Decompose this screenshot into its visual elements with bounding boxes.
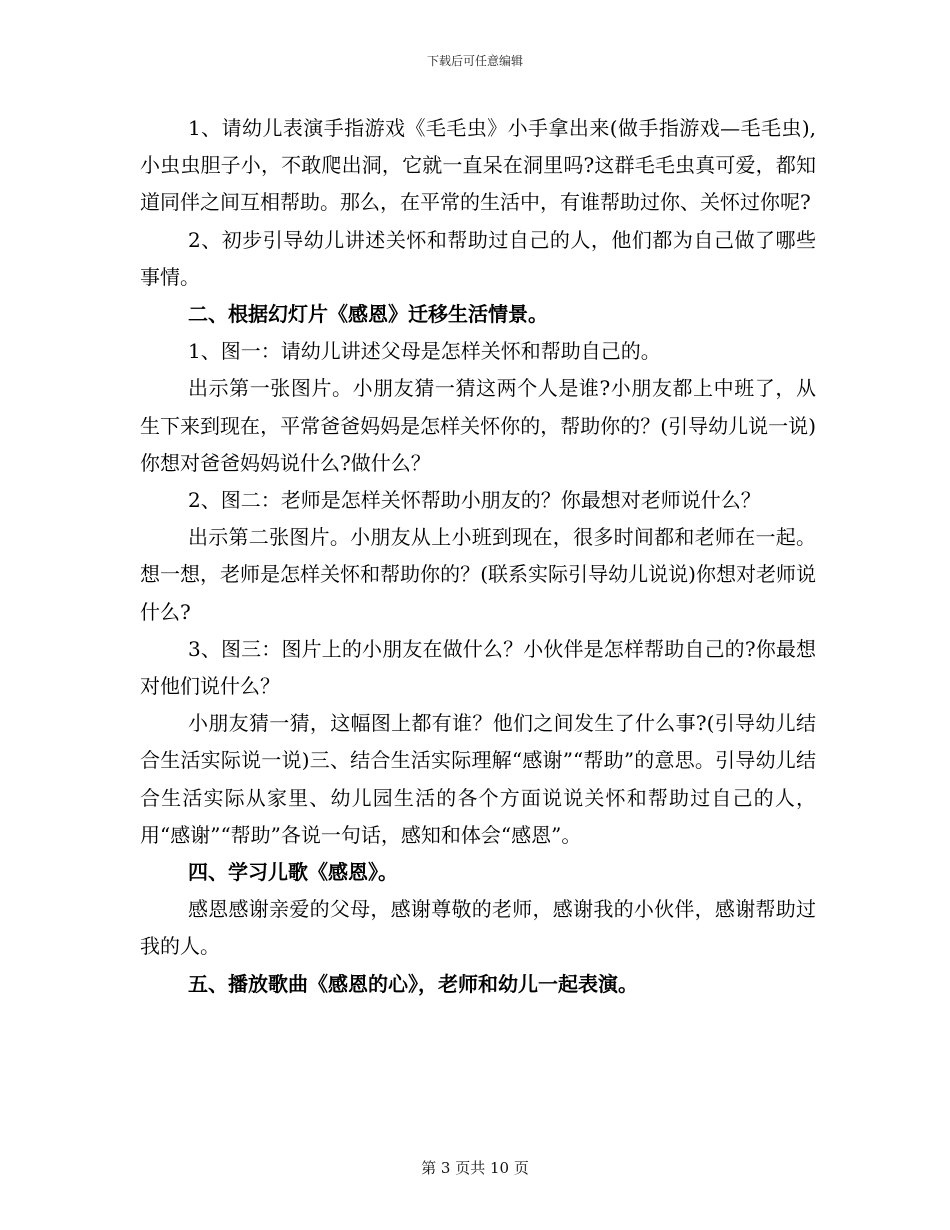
paragraph-picture-3: 3、图三：图片上的小朋友在做什么？小伙伴是怎样帮助自己的?你最想对他们说什么？ — [140, 636, 816, 699]
paragraph-picture-2: 2、图二：老师是怎样关怀帮助小朋友的？你最想对老师说什么？ — [188, 488, 761, 513]
paragraph-finger-game: 1、请幼儿表演手指游戏《毛毛虫》小手拿出来(做手指游戏—毛毛虫),小虫虫胆子小，不敢爬出洞，它就一直呆在洞里吗?这群毛毛虫真可爱，都知道同伴之间互相帮助。那么，在平常的生活中，有谁帮助过你、关怀过你呢? — [140, 116, 816, 215]
paragraph-picture-3-detail: 小朋友猜一猜，这幅图上都有谁？他们之间发生了什么事?(引导幼儿结合生活实际说一说)三、结合生活实际理解“感谢”“帮助”的意思。引导幼儿结合生活实际从家里、幼儿园生活的各个方面说说关怀和帮助过自己的人，用“感谢”“帮助”各说一句话，感知和体会“感恩”。 — [140, 711, 816, 847]
section-heading-2: 二、根据幻灯片《感恩》迁移生活情景。 — [188, 302, 548, 327]
section-heading-4: 四、学习儿歌《感恩》。 — [188, 860, 398, 885]
paragraph-picture-2-detail: 出示第二张图片。小朋友从上小班到现在，很多时间都和老师在一起。想一想，老师是怎样关怀和帮助你的？(联系实际引导幼儿说说)你想对老师说什么? — [140, 525, 816, 624]
section-heading-5: 五、播放歌曲《感恩的心》，老师和幼儿一起表演。 — [188, 971, 638, 996]
page-footer: 第 3 页共 10 页 — [421, 1159, 529, 1177]
paragraph-guide-narrate: 2、初步引导幼儿讲述关怀和帮助过自己的人，他们都为自己做了哪些事情。 — [140, 227, 816, 289]
document-body — [140, 110, 816, 1003]
paragraph-picture-1-detail: 出示第一张图片。小朋友猜一猜这两个人是谁?小朋友都上中班了，从生下来到现在，平常爸爸妈妈是怎样关怀你的，帮助你的？(引导幼儿说一说)你想对爸爸妈妈说什么?做什么？ — [140, 376, 816, 475]
paragraph-picture-1: 1、图一：请幼儿讲述父母是怎样关怀和帮助自己的。 — [188, 339, 661, 364]
paragraph-nursery-rhyme: 感恩感谢亲爱的父母，感谢尊敬的老师，感谢我的小伙伴，感谢帮助过我的人。 — [140, 897, 816, 959]
page-header: 下载后可任意编辑 — [426, 54, 523, 68]
